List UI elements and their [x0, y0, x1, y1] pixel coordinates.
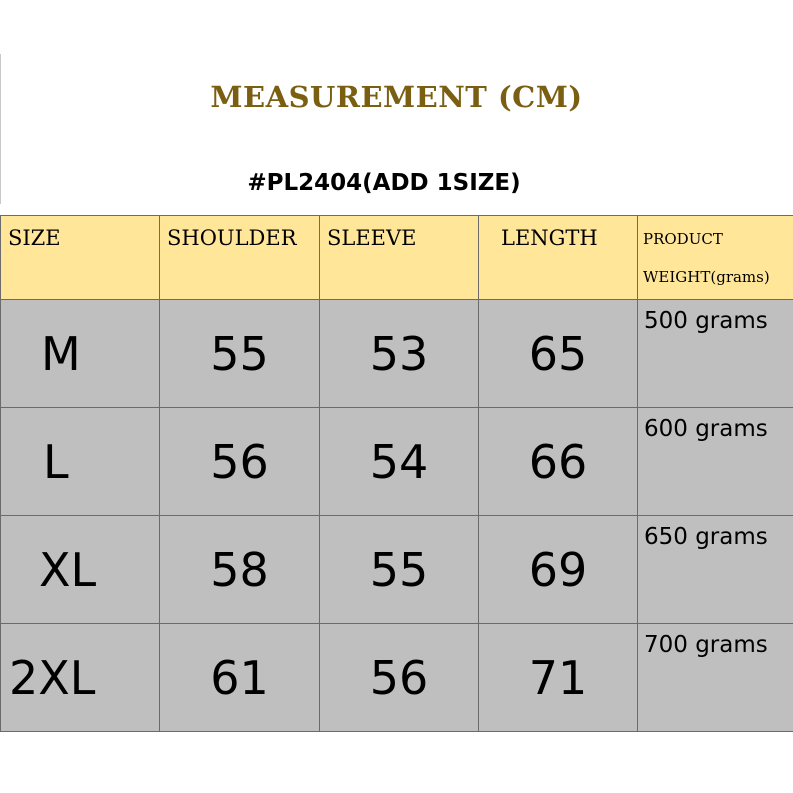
header-sleeve: SLEEVE: [320, 216, 479, 300]
length-cell: 66: [479, 408, 638, 516]
sleeve-cell: 53: [320, 300, 479, 408]
length-cell: 71: [479, 624, 638, 732]
measurement-table: [0, 215, 793, 732]
header-size: SIZE: [1, 216, 160, 300]
product-code: #PL2404(ADD 1SIZE): [247, 170, 521, 196]
table-row: [1, 408, 793, 516]
length-cell: 69: [479, 516, 638, 624]
sleeve-cell: 56: [320, 624, 479, 732]
weight-cell: 650 grams: [638, 516, 793, 624]
table-row: [1, 300, 793, 408]
header-shoulder: SHOULDER: [160, 216, 320, 300]
page-title: MEASUREMENT (CM): [210, 80, 583, 114]
weight-cell: 500 grams: [638, 300, 793, 408]
table-row: [1, 624, 793, 732]
shoulder-cell: 61: [160, 624, 320, 732]
shoulder-cell: 58: [160, 516, 320, 624]
shoulder-cell: 55: [160, 300, 320, 408]
size-cell: XL: [1, 516, 160, 624]
header-product-weight: [638, 216, 793, 300]
header-length: LENGTH: [479, 216, 638, 300]
header-weight-line1: PRODUCT: [643, 230, 723, 248]
size-cell: M: [1, 300, 160, 408]
sleeve-cell: 54: [320, 408, 479, 516]
table-header-row: [1, 216, 793, 300]
sleeve-cell: 55: [320, 516, 479, 624]
size-cell: 2XL: [1, 624, 160, 732]
header-weight-line2: WEIGHT(grams): [643, 268, 770, 286]
size-cell: L: [1, 408, 160, 516]
length-cell: 65: [479, 300, 638, 408]
weight-cell: 600 grams: [638, 408, 793, 516]
shoulder-cell: 56: [160, 408, 320, 516]
weight-cell: 700 grams: [638, 624, 793, 732]
table-row: [1, 516, 793, 624]
